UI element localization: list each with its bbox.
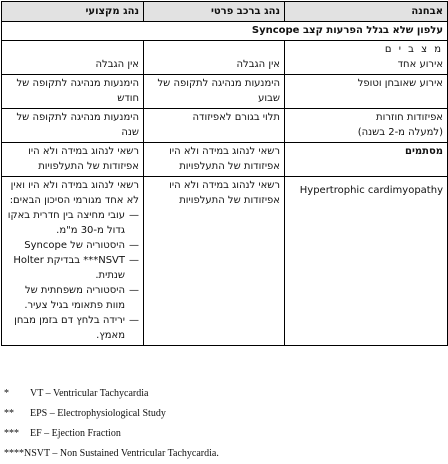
footnote [4,444,444,464]
cell-private: תלוי בגורם לאפיזודה [144,109,285,143]
table-row [2,41,448,75]
diagnosis-line: מסתמים [404,146,443,157]
cell-professional [2,177,144,346]
diagnosis-line: (למעלה מ-2 בשנה) [357,127,443,138]
table-header-row [2,2,448,22]
risk-intro: רשאי לנהוג במידה ולא היו ואין לא אחד מגורמי הסיכון הבאים: [9,180,139,206]
table-row [2,109,448,143]
diagnosis-line: אירוע שאובחן וטופל [357,78,443,89]
cell-professional: הימנעות מנהיגה לתקופה של חודש [2,75,144,109]
footnote-mark: ** [4,408,14,419]
footnote [4,404,444,424]
cell-private: רשאי לנהוג במידה ולא היו אפיזודות של התעלפויות [144,177,285,346]
table-row [2,143,448,177]
cell-private [144,41,285,75]
section-title: עלפון שלא בגלל הפרעות קצב Syncope [2,22,448,41]
header-diagnosis: אבחנה [285,2,448,22]
footnote-text: EPS – Electrophysiological Study [30,408,166,419]
diagnosis-line: מ צ ב י ם [384,44,443,55]
risk-factor-item: — NSVT*** בבדיקת Holter שנתית. [6,253,139,283]
footnote-mark: **** [4,448,24,459]
footnote-text: EF – Ejection Fraction [30,428,121,439]
footnote-text: NSVT – Non Sustained Ventricular Tachycardia. [24,448,219,459]
risk-factor-item: — היסטוריה משפחתית של מוות פתאומי בגיל צעיר. [6,283,139,313]
diagnosis-line: Hypertrophic cardimyopathy [299,185,443,196]
cell-diagnosis [285,41,448,75]
risk-factor-item: — היסטוריה של Syncope [6,238,139,253]
risk-factor-item: — עובי מחיצה בין חדרית באקו גדול מ-30 מ"מ. [6,208,139,238]
risk-factor-list [6,208,139,343]
footnotes [4,384,444,464]
table-row [2,177,448,346]
header-professional-driver: נהג מקצועי [2,2,144,22]
cell-professional: הימנעות מנהיגה לתקופה של שנה [2,109,144,143]
cell-private: רשאי לנהוג במידה ולא היו אפיזודות של התעלפויות [144,143,285,177]
driving-restrictions-table [1,1,448,346]
footnote [4,384,444,404]
cell-diagnosis [285,75,448,109]
footnote-mark: *** [4,428,19,439]
cell-diagnosis [285,177,448,346]
professional-text: אין הגבלה [95,59,139,70]
cell-professional [2,41,144,75]
cell-diagnosis [285,109,448,143]
risk-factor-item: — ירידה בלחץ דם בזמן מבחן מאמץ. [6,313,139,343]
table-row [2,75,448,109]
private-text: אין הגבלה [236,59,280,70]
footnote-mark: * [4,388,9,399]
cell-diagnosis [285,143,448,177]
cell-professional: רשאי לנהוג במידה ולא היו אפיזודות של התעלפויות [2,143,144,177]
section-row [2,22,448,41]
footnote [4,424,444,444]
diagnosis-line: אפיזודות חוזרות [376,112,443,123]
header-private-driver: נהג ברכב פרטי [144,2,285,22]
diagnosis-line: אירוע אחד [397,59,443,70]
cell-private: הימנעות מנהיגה לתקופה של שבוע [144,75,285,109]
footnote-text: VT – Ventricular Tachycardia [30,388,149,399]
